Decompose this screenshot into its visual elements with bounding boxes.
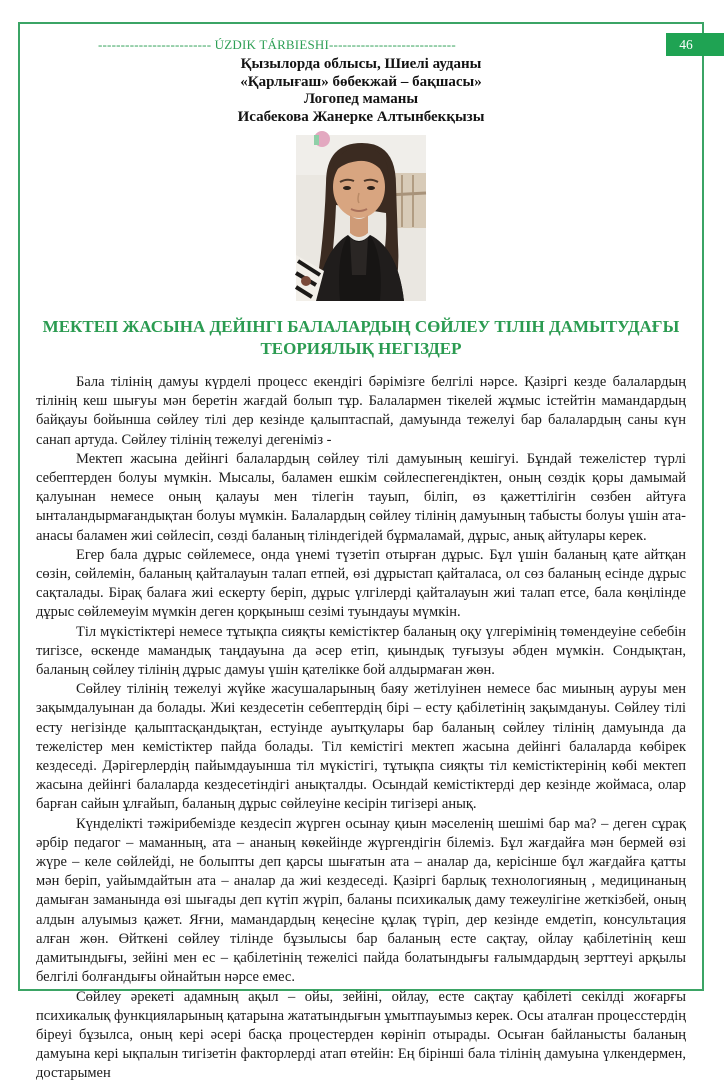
header-dashes-right: ---------------------------- bbox=[329, 37, 456, 52]
author-block bbox=[36, 56, 686, 126]
journal-section-header bbox=[98, 37, 456, 53]
article-body bbox=[36, 373, 686, 1084]
author-region-line: Қызылорда облысы, Шиелі ауданы bbox=[240, 56, 482, 72]
header-label: ÚZDIK TÁRBIESHI bbox=[211, 37, 330, 52]
page-number-badge bbox=[666, 33, 724, 56]
author-photo-image bbox=[296, 135, 426, 301]
paragraph-6: Күнделікті тәжірибемізде кездесіп жүрген осынау қиын мәселенің шешімі бар ма? – деген сұрақ әрбір педагог – маманның, ата – ананың көкейінде жүргендігін білеміз. Бұл жағдайға мән бермей өзі жүре – келе сөйлейді, не болыпты деп қарсы шығатын ата – аналар да, керісінше бұл жағдайға қатты мән беріп, уайымдайтын ата – аналар да жиі кездеседі. Қазіргі барлық технологияның , медицинаның дамыған заманында өзі шығады деп күтіп жүріп, баланы психикалық даму тежеулігіне жеткізбей, оның алдын алуымыз қажет. Яғни, мамандардың кеңесіне құлақ түріп, дер кезінде емдетіп, консультация алған жөн. Өйткені сөйлеу тілінде бұзылысы бар баланың есте сақтау, ойлау қабілетінің кеш дамитындығы, зейіні мен ес – қабілетінің тежелісі пайда болатындығы ғалымдардың зерттеуі арқылы белгілі болғандығы ойнайтын нәрсе емес. bbox=[36, 815, 686, 986]
article-title: МЕКТЕП ЖАСЫНА ДЕЙІНГІ БАЛАЛАРДЫҢ СӨЙЛЕУ ТІЛІН ДАМЫТУДАҒЫ ТЕОРИЯЛЫҚ НЕГІЗДЕР bbox=[42, 317, 680, 358]
page-content bbox=[20, 24, 702, 1084]
paragraph-1: Бала тілінің дамуы күрделі процесс екендігі бәрімізге белгілі нәрсе. Қазіргі кезде балалардың тілінің кеш шығуы мән беретін жағдай болып тұр. Балалармен тікелей жұмыс істейтін мамандардың байқауы бойынша сөйлеу тілі дер кезінде қалыптаспай, дамуында тежелуі бар балалардың саны күн санап артуда. Сөйлеу тілінің тежелуі дегеніміз - bbox=[36, 374, 686, 448]
paragraph-7: Сөйлеу әрекеті адамның ақыл – ойы, зейіні, ойлау, есте сақтау қабілеті секілді жоғарғы психикалық функцияларының қатарына жататындығын ұмытпауымыз керек. Осы аталған процесстердің біреуі бұзылса, оның кері әсері басқа процестерден көрініп отырады. Осыған байланысты баланың дамуына кері ықпалын тигізетін факторлерді атап өтейін: Ең бірінші бала тілінің дамуына үлкендермен, достарымен bbox=[36, 988, 686, 1082]
paragraph-2: Мектеп жасына дейінгі балалардың сөйлеу тілі дамуының кешігуі. Бұндай тежелістер түрлі себептерден болуы мүмкін. Мысалы, баламен ешкім сөйлеспегендіктен, оның сөздік қоры дамымай қалуынан немесе оның қалауы мен тілегін тауып, біліп, өз қажеттілігін сөзбен айтуға ынталандырмағандықтан болуы мүмкін. Балалардың сөйлеу тілінің дамуының табысты болуы үшін ата-анасы баламен жиі сөйлесіп, сөзді баланың тіліндегідей бұрмаламай, дұрыс, анық айтулары керек. bbox=[36, 450, 686, 544]
paragraph-5: Сөйлеу тілінің тежелуі жүйке жасушаларының баяу жетілуінен немесе бас миының ауруы мен зақымдалуынан да болады. Жиі кездесетін себептердің бірі – есту қабілетінің зақымдануы. Сөйлеу тілі есту негізінде қалыптасқандықтан, естуінде ауытқулары бар баланың сөйлеу тілінің дамуында да тежелістер мен кемістіктер пайда болады. Тіл кемістігі мектеп жасына дейінгі балаларда көбірек кездеседі. Дәрігерлердің пайымдауынша тіл мүкістігі, тұтықпа сияқты тіл кемістіктерінің көбі мектеп жасына дейінгі балаларда кездесетіндігі анықталды. Осындай кемістіктерді дер кезінде жоймаса, олар барған сайын ұлғайып, баланың дұрыс сөйлеуіне кесірін тигізері анық. bbox=[36, 681, 686, 813]
paragraph-4: Тіл мүкістіктері немесе тұтықпа сияқты кемістіктер баланың оқу үлгерімінің төмендеуіне себебін тигізсе, өскенде мамандық таңдауына да әсер етіп, қиындық туғызуы әбден мүмкін. Сондықтан, баланың сөйлеу тілінің дұрыс дамуы үшін қателікке бой алдырмаған жөн. bbox=[36, 623, 686, 679]
author-name-line: Исабекова Жанерке Алтынбекқызы bbox=[237, 108, 485, 125]
author-kindergarten-line: «Қарлығаш» бөбекжай – бақшасы» bbox=[240, 73, 482, 90]
page-border-frame bbox=[18, 22, 704, 1082]
author-role-line: Логопед маманы bbox=[303, 91, 419, 107]
author-photo bbox=[296, 135, 426, 301]
page-number: 46 bbox=[679, 36, 693, 52]
header-dashes-left: ------------------------- bbox=[98, 37, 212, 52]
paragraph-3: Егер бала дұрыс сөйлемесе, онда үнемі түзетіп отырған дұрыс. Бұл үшін баланың қате айтқан сөзін, сөйлемін, баланың қайталауын талап етпей, өзі дұрыстап қайталаса, ол сөз баланың есінде дұрыс сақталады. Бірақ балаға жиі ескерту беріп, дұрыс үлгілерді қайталауын жиі талап етсе, бала көңілінде дұрыс сөйлемеуім мүмкін деген қорқыныш сезімі туындауы мүмкін. bbox=[36, 546, 686, 621]
